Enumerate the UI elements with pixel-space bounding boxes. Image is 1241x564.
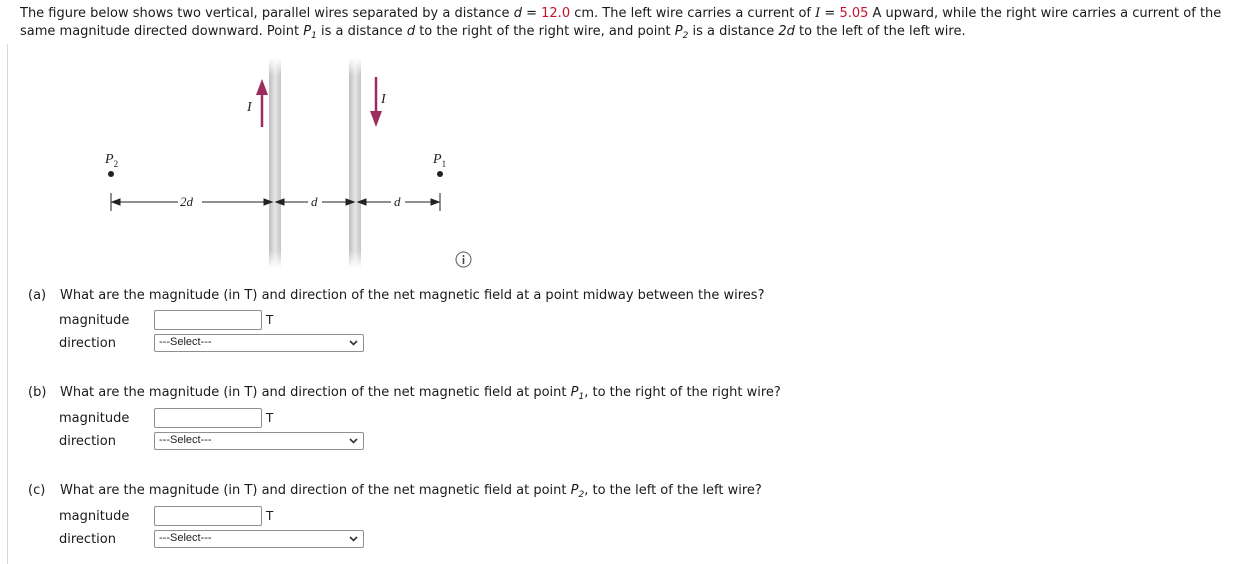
dim-d-mid-label: d — [311, 194, 318, 209]
point-p1 — [437, 171, 443, 177]
point-p1-ref: $P_1$ — [303, 24, 317, 41]
part-b-question-post: , to the right of the right wire? — [584, 385, 781, 400]
right-wire — [349, 58, 361, 268]
right-current-label: I — [381, 92, 386, 107]
part-b-direction-selected: ---Select--- — [159, 434, 212, 446]
point-p2-ref: $P_2$ — [674, 24, 689, 41]
dim-2d-label: 2d — [180, 194, 193, 209]
problem-statement — [20, 5, 1238, 41]
current-up-arrow-icon — [256, 79, 268, 127]
part-b-question — [28, 385, 781, 400]
wires-figure — [90, 55, 500, 275]
part-a-magnitude-input[interactable] — [154, 310, 262, 330]
part-b-question-pre: What are the magnitude (in T) and direction of the net magnetic field at point — [60, 385, 571, 400]
part-a-unit: T — [266, 313, 274, 327]
equals-sign-2: = — [820, 6, 840, 21]
part-b-unit: T — [266, 411, 274, 425]
part-a-question-text: What are the magnitude (in T) and direction of the net magnetic field at a point midway between the wires? — [60, 288, 765, 303]
part-c-letter: (c) — [28, 483, 46, 498]
problem-text-6: is a distance — [688, 24, 779, 39]
part-c-direction-select[interactable] — [154, 530, 364, 548]
left-divider — [7, 44, 8, 564]
current-symbol: I — [815, 6, 821, 21]
part-b-direction-label: direction — [59, 434, 116, 449]
d-symbol: d — [513, 6, 522, 21]
problem-text-7: to the left of the left wire. — [794, 24, 966, 39]
problem-text-5: to the right of the right wire, and point — [415, 24, 675, 39]
problem-text-2: cm. The left wire carries a current of — [570, 6, 816, 21]
part-a-letter: (a) — [28, 288, 47, 303]
chevron-down-icon — [349, 338, 358, 347]
current-value: 5.05 — [839, 6, 869, 21]
part-c-question-post: , to the left of the left wire? — [584, 483, 762, 498]
part-c-direction-label: direction — [59, 532, 116, 547]
part-b-direction-select[interactable] — [154, 432, 364, 450]
part-c-point: $P_2$ — [570, 483, 585, 500]
part-c-unit: T — [266, 509, 274, 523]
part-c-magnitude-label: magnitude — [59, 509, 130, 524]
chevron-down-icon — [349, 534, 358, 543]
two-d-symbol: 2d — [778, 24, 795, 39]
part-b-magnitude-label: magnitude — [59, 411, 130, 426]
part-c-question — [28, 483, 762, 498]
part-b-letter: (b) — [28, 385, 47, 400]
left-wire — [269, 58, 281, 268]
part-c-question-pre: What are the magnitude (in T) and direction of the net magnetic field at point — [60, 483, 571, 498]
p1-label: $P_1$ — [433, 152, 447, 169]
part-b-point: $P_1$ — [570, 385, 585, 402]
p2-label: $P_2$ — [105, 152, 119, 169]
part-c-direction-selected: ---Select--- — [159, 532, 212, 544]
part-b-magnitude-input[interactable] — [154, 408, 262, 428]
problem-text-3: A upward, while the right wire carries a current of the same magnitude directed downward. Point — [20, 6, 1222, 39]
equals-sign: = — [521, 6, 542, 21]
chevron-down-icon — [349, 436, 358, 445]
part-a-question — [28, 288, 764, 303]
info-icon[interactable] — [455, 251, 472, 268]
part-a-direction-select[interactable] — [154, 334, 364, 352]
point-p2 — [108, 171, 114, 177]
part-a-direction-selected: ---Select--- — [159, 336, 212, 348]
part-a-direction-label: direction — [59, 336, 116, 351]
dim-d-right-label: d — [394, 194, 401, 209]
distance-value: 12.0 — [541, 6, 571, 21]
d-symbol-2: d — [406, 24, 416, 39]
part-a-magnitude-label: magnitude — [59, 313, 130, 328]
left-current-label: I — [247, 100, 252, 115]
problem-text-4: is a distance — [316, 24, 407, 39]
part-c-magnitude-input[interactable] — [154, 506, 262, 526]
problem-text-1: The figure below shows two vertical, parallel wires separated by a distance — [20, 6, 514, 21]
